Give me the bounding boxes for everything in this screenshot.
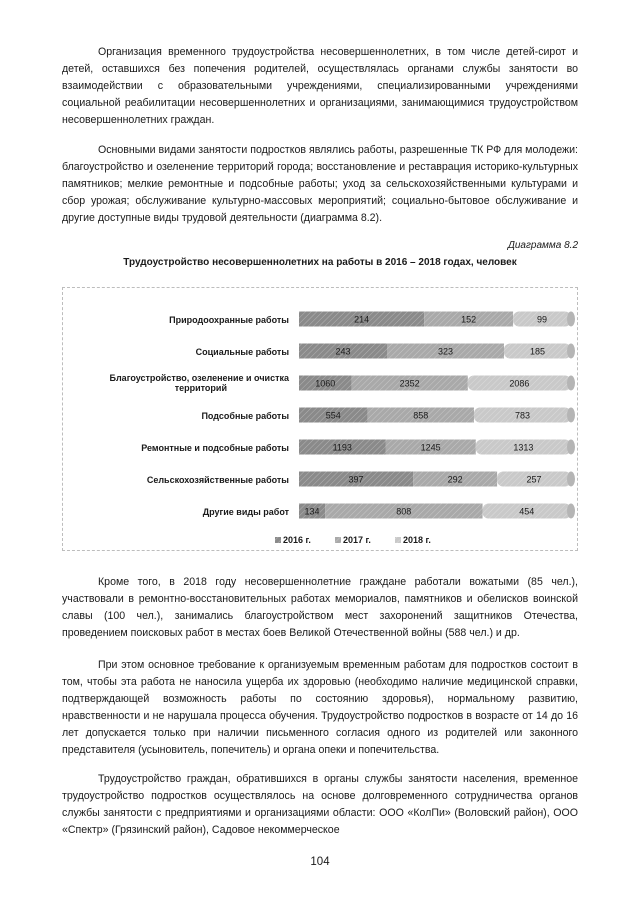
legend-label: 2018 г. [403, 535, 431, 545]
data-label: 454 [519, 506, 535, 517]
data-label: 257 [526, 474, 542, 485]
bar-end-cap [567, 504, 575, 519]
data-label: 2352 [399, 378, 420, 389]
category-label: Благоустройство, озеленение и очистка территорий [109, 373, 289, 393]
bar-end-cap [567, 408, 575, 423]
paragraph-3: Кроме того, в 2018 году несовершеннолетние граждане работали вожатыми (85 чел.), участвовали в ремонтно-восстановительных работах мемориалов, памятников и обелисков воинской славы (100 чел.), занимались благоустройством мест захоронений защитников Отечества, проведением поисковых работ в местах боев Великой Отечественной войны (588 чел.) и др. [62, 576, 578, 639]
data-label: 292 [447, 474, 463, 485]
legend-label: 2017 г. [343, 535, 371, 545]
legend-label: 2016 г. [283, 535, 311, 545]
chart-caption: Диаграмма 8.2 [507, 240, 578, 251]
data-label: 2086 [509, 378, 530, 389]
data-label: 243 [335, 346, 351, 357]
paragraph-5: Трудоустройство граждан, обратившихся в органы службы занятости населения, временное трудоустройство подростков осуществлялось на основе долговременного сотрудничества органов службы занятости с предприятиями и организациями области: ООО «КолПи» (Воловский район), ООО «Спектр» (Грязинский район), Садовое некоммерческое [62, 773, 578, 836]
bar-end-cap [567, 312, 575, 327]
bar-end-cap [567, 472, 575, 487]
paragraph-4: При этом основное требование к организуемым временным работам для подростков состоит в том, чтобы эта работа не наносила ущерба их здоровью (необходимо наличие медицинской справки, подтверждающей возможность работы по состоянию здоровья), нормальному развитию, нравственности и не нарушала процесса обучения. Трудоустройство подростков в возрасте от 14 до 16 лет допускается только при наличии письменного согласия одного из родителей или законного представителя (усыновитель, попечитель) и органа опеки и попечительства. [62, 659, 578, 756]
data-label: 1313 [513, 442, 534, 453]
bar-chart [63, 288, 577, 550]
legend-swatch [395, 537, 401, 543]
bar-end-cap [567, 440, 575, 455]
legend-swatch [335, 537, 341, 543]
data-label: 808 [396, 506, 412, 517]
data-label: 1193 [332, 442, 352, 453]
data-label: 783 [514, 410, 531, 421]
chart-title: Трудоустройство несовершеннолетних на работы в 2016 – 2018 годах, человек [123, 257, 517, 268]
bar-end-cap [567, 344, 575, 359]
legend-swatch [275, 537, 281, 543]
category-label: Ремонтные и подсобные работы [141, 443, 289, 453]
data-label: 554 [325, 410, 341, 421]
category-label: Природоохранные работы [169, 315, 289, 325]
data-label: 397 [348, 474, 364, 485]
data-label: 134 [304, 506, 320, 517]
data-label: 185 [529, 346, 546, 357]
data-label: 1060 [315, 378, 336, 389]
paragraph-2: Основными видами занятости подростков являлись работы, разрешенные ТК РФ для молодежи: благоустройство и озеленение территорий города; восстановление и реставрация историко-культурных памятников; мелкие ремонтные и подсобные работы; уход за сельскохозяйственными культурами и сбор урожая; обслуживание культурно-массовых мероприятий; социально-бытовое обслуживание и другие доступные виды трудовой деятельности (диаграмма 8.2). [62, 144, 578, 224]
paragraph-1: Организация временного трудоустройства несовершеннолетних, в том числе детей-сирот и детей, оставшихся без попечения родителей, осуществлялась органами службы занятости во взаимодействии с образовательными учреждениями, специализированными учреждениями социальной реабилитации несовершеннолетних и организациями, занимающимися трудоустройством несовершеннолетних граждан. [62, 46, 578, 126]
bar-end-cap [567, 376, 575, 391]
data-label: 99 [537, 314, 548, 325]
chart-frame [62, 287, 578, 551]
data-label: 858 [413, 410, 429, 421]
data-label: 1245 [420, 442, 441, 453]
data-label: 323 [437, 346, 454, 357]
category-label: Другие виды работ [202, 507, 289, 517]
category-label: Подсобные работы [201, 411, 289, 421]
data-label: 152 [461, 314, 477, 325]
page-number: 104 [310, 856, 330, 868]
data-label: 214 [354, 314, 370, 325]
category-label: Сельскохозяйственные работы [146, 475, 289, 485]
category-label: Социальные работы [195, 347, 289, 357]
